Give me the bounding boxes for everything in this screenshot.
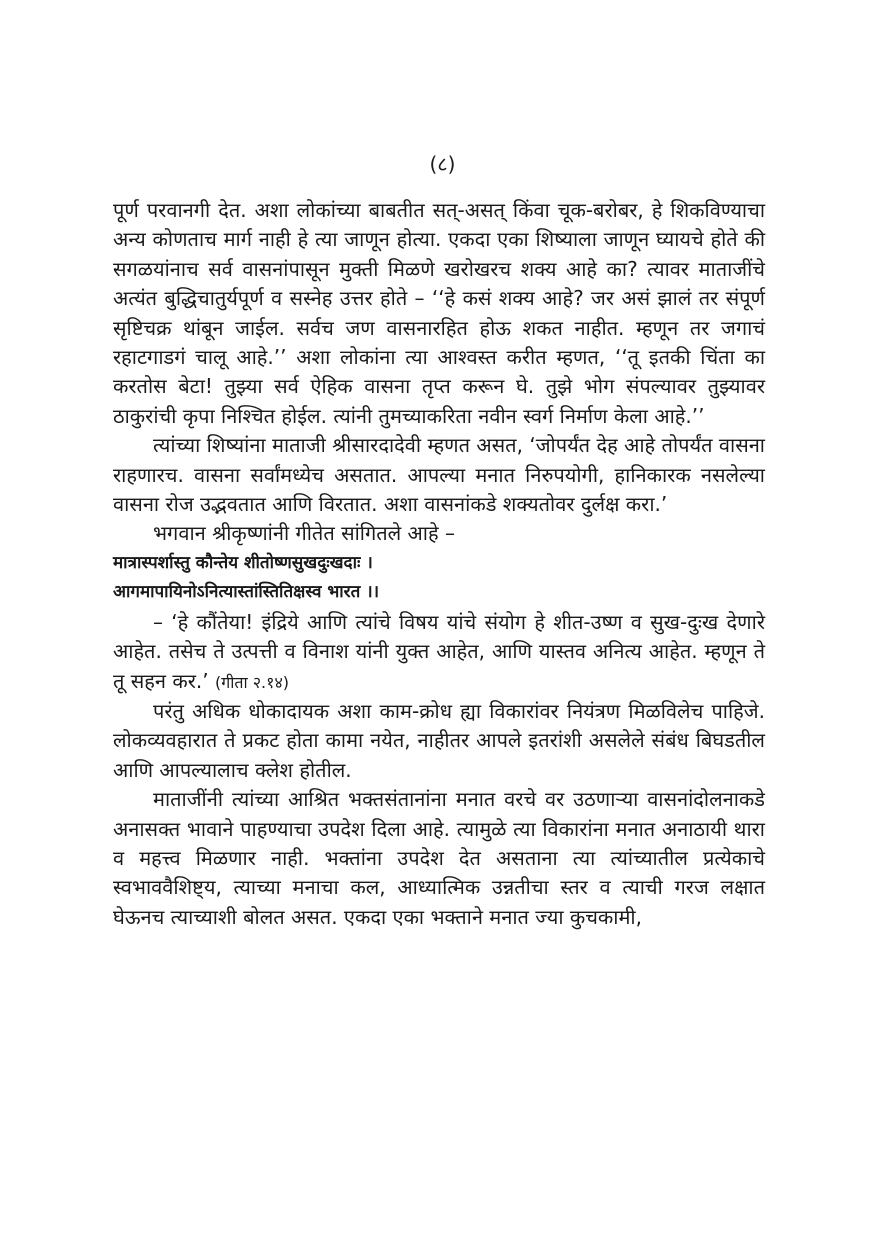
paragraph-6: माताजींनी त्यांच्या आश्रित भक्तसंतानांना मनात वरचे वर उठणाऱ्या वासनांदोलनाकडे अनासक्त भावाने पाहण्याचा उपदेश दिला आहे. त्यामुळे त्या विकारांना मनात अनाठायी थारा व महत्त्व मिळणार नाही. भक्तांना उपदेश देत असताना त्या त्यांच्यातील प्रत्येकाचे स्वभाववैशिष्ट्य, त्याच्या मनाचा कल, आध्यात्मिक उन्नतीचा स्तर व त्याची गरज लक्षात घेऊनच त्याच्याशी बोलत असत. एकदा एका भक्ताने मनात ज्या कुचकामी, [113, 787, 765, 929]
paragraph-5: परंतु अधिक धोकादायक अशा काम-क्रोध ह्या विकारांवर नियंत्रण मिळविलेच पाहिजे. लोकव्यवहारात ते प्रकट होता कामा नयेत, नाहीतर आपले इतरांशी असलेले संबंध बिघडतील आणि आपल्यालाच क्लेश होतील. [113, 698, 765, 782]
page-number: (८) [429, 152, 456, 176]
verse-line-2: आगमापायिनोऽनित्यास्तांस्तितिक्षस्व भारत ।। [113, 582, 380, 603]
verse-translation: – ‘हे कौंतेया! इंद्रिये आणि त्यांचे विषय यांचे संयोग हे शीत-उष्ण व सुख-दुःख देणारे आहेत. तसेच ते उत्पत्ती व विनाश यांनी युक्त आहेत, आणि यास्तव अनित्य आहेत. म्हणून ते तू सहन कर.’ [113, 609, 765, 693]
paragraph-3: भगवान श्रीकृष्णांनी गीतेत सांगितले आहे – [153, 521, 455, 546]
paragraph-1: पूर्ण परवानगी देत. अशा लोकांच्या बाबतीत सत्-असत् किंवा चूक-बरोबर, हे शिकविण्याचा अन्य कोणताच मार्ग नाही हे त्या जाणून होत्या. एकदा एका शिष्याला जाणून घ्यायचे होते की सगळयांनाच सर्व वासनांपासून मुक्ती मिळणे खरोखरच शक्य आहे का? त्यावर माताजींचे अत्यंत बुद्धिचातुर्यपूर्ण व सस्नेह उत्तर होते – ‘‘हे कसं शक्य आहे? जर असं झालं तर संपूर्ण सृष्टिचक्र थांबून जाईल. सर्वच जण वासनारहित होऊ शकत नाहीत. म्हणून तर जगाचं रहाटगाडगं चालू आहे.’’ अशा लोकांना त्या आश्वस्त करीत म्हणत, ‘‘तू इतकी चिंता का करतोस बेटा! तुझ्या सर्व ऐहिक वासना तृप्त करून घे. तुझे भोग संपल्यावर तुझ्यावर ठाकुरांची कृपा निश्चित होईल. त्यांनी तुमच्याकरिता नवीन स्वर्ग निर्माण केला आहे.’’ [113, 198, 765, 428]
body-text [113, 196, 765, 932]
paragraph-2: त्यांच्या शिष्यांना माताजी श्रीसारदादेवी म्हणत असत, ‘जोपर्यंत देह आहे तोपर्यंत वासना राहणारच. वासना सर्वांमध्येच असतात. आपल्या मनात निरुपयोगी, हानिकारक नसलेल्या वासना रोज उद्भवतात आणि विरतात. अशा वासनांकडे शक्यतोवर दुर्लक्ष करा.’ [113, 433, 765, 517]
gita-reference: (गीता २.१४) [214, 672, 290, 692]
verse-line-1: मात्रास्पर्शास्तु कौन्तेय शीतोष्णसुखदुःखदाः । [113, 552, 373, 573]
paragraph-4 [113, 608, 765, 697]
